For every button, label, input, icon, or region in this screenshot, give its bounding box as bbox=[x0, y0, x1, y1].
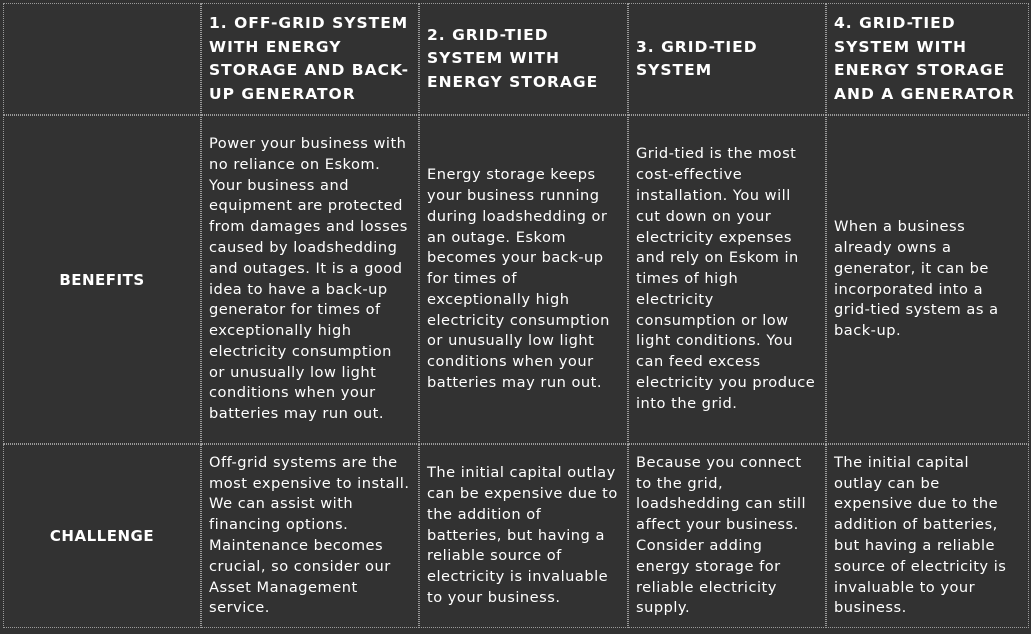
column-header-label: 1. OFF-GRID SYSTEM WITH ENERGY STORAGE AND BACK-UP GENERATOR bbox=[209, 14, 410, 103]
column-header-grid-tied-storage bbox=[419, 3, 628, 115]
table-corner-cell bbox=[3, 3, 201, 115]
challenge-grid-tied-generator-cell bbox=[826, 444, 1029, 628]
column-header-off-grid bbox=[201, 3, 419, 115]
benefits-grid-tied-generator-cell bbox=[826, 115, 1029, 444]
column-header-label: 3. GRID-TIED SYSTEM bbox=[636, 37, 758, 79]
row-header-challenge bbox=[3, 444, 201, 628]
row-label: CHALLENGE bbox=[49, 527, 155, 545]
column-header-grid-tied-storage-generator bbox=[826, 3, 1029, 115]
challenge-grid-tied-cell bbox=[628, 444, 826, 628]
column-header-grid-tied bbox=[628, 3, 826, 115]
cell-text: The initial capital outlay can be expensive due to the addition of batteries, but having a reliable source of electricity is invaluable to your business. bbox=[834, 453, 1007, 617]
benefits-grid-tied-storage-cell bbox=[419, 115, 628, 444]
cell-text: Power your business with no reliance on Eskom. Your business and equipment are protected from damages and losses caused by loadshedding and outages. It is a good idea to have a back-up generator for times of exceptionally high electricity consumption or unusually low light conditions when your batteries may run out. bbox=[209, 134, 408, 423]
column-header-label: 2. GRID-TIED SYSTEM WITH ENERGY STORAGE bbox=[427, 25, 599, 91]
benefits-off-grid-cell bbox=[201, 115, 419, 444]
cell-text: Off-grid systems are the most expensive to install. We can assist with financing options. Maintenance becomes crucial, so consider our Asset Management service. bbox=[209, 453, 410, 617]
cell-text: When a business already owns a generator, it can be incorporated into a grid-tied system as a back-up. bbox=[834, 218, 999, 340]
column-header-label: 4. GRID-TIED SYSTEM WITH ENERGY STORAGE AND A GENERATOR bbox=[834, 14, 1015, 103]
cell-text: Energy storage keeps your business running during loadshedding or an outage. Eskom becomes your back-up for times of exceptionally high electricity consumption or unusually low light conditions when your batteries may run out. bbox=[427, 166, 610, 392]
challenge-grid-tied-storage-cell bbox=[419, 444, 628, 628]
cell-text: Because you connect to the grid, loadshedding can still affect your business. Consider adding energy storage for reliable electricity supply. bbox=[636, 453, 807, 617]
benefits-grid-tied-cell bbox=[628, 115, 826, 444]
row-label: BENEFITS bbox=[59, 270, 145, 289]
cell-text: Grid-tied is the most cost-effective installation. You will cut down on your electricity expenses and rely on Eskom in times of high electricity consumption or low light conditions. You can feed excess electricity you produce into the grid. bbox=[636, 145, 816, 412]
challenge-off-grid-cell bbox=[201, 444, 419, 628]
row-header-benefits bbox=[3, 115, 201, 444]
cell-text: The initial capital outlay can be expensive due to the addition of batteries, but having a reliable source of electricity is invaluable to your business. bbox=[427, 464, 618, 606]
